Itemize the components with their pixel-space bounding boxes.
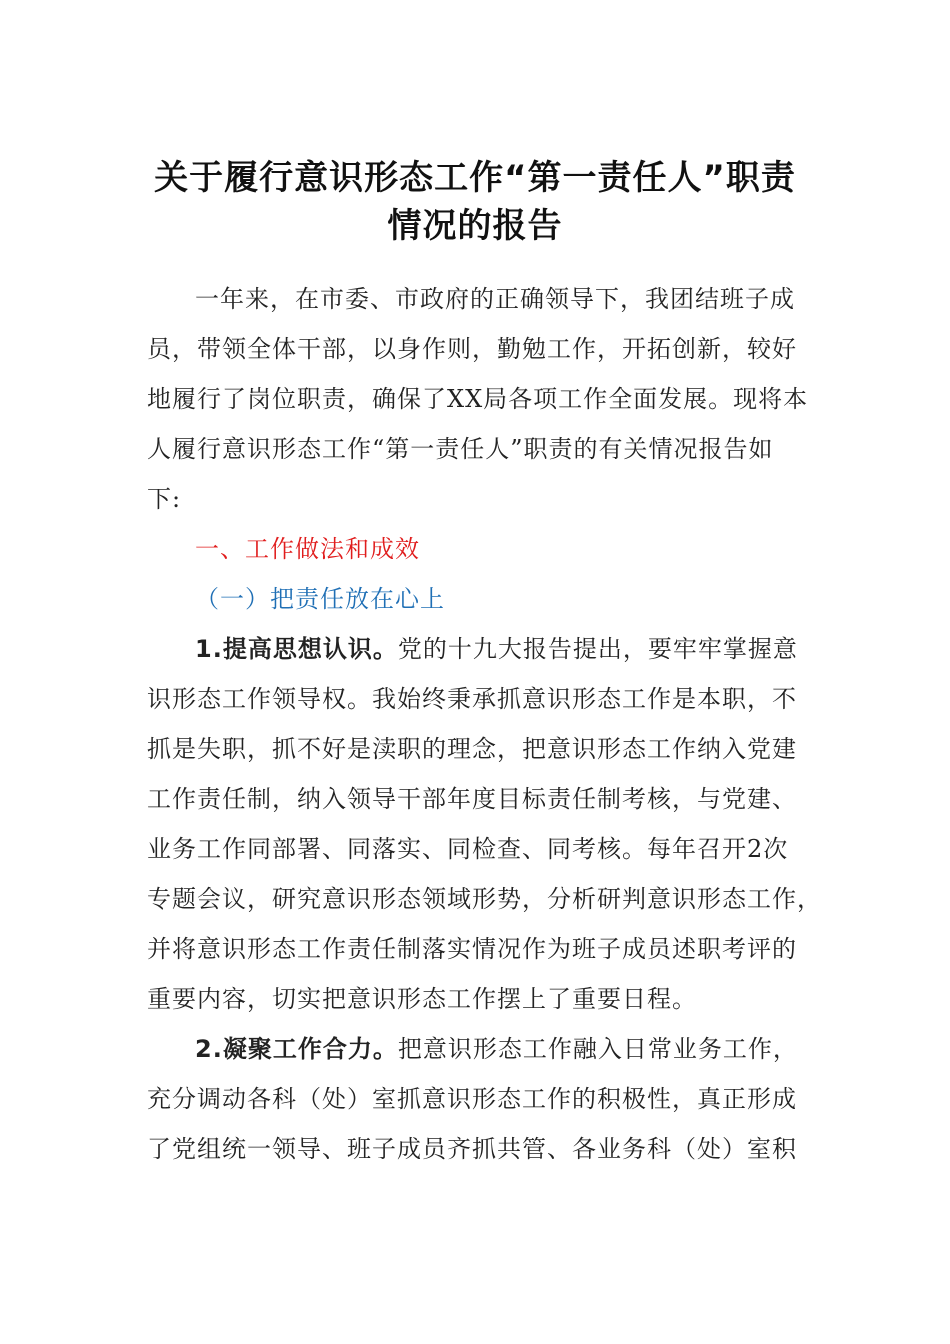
intro-line-1: 一年来，在市委、市政府的正确领导下，我团结班子成 xyxy=(195,285,795,313)
document-title-line-1: 关于履行意识形态工作“第一责任人”职责 xyxy=(154,158,796,198)
intro-line-4: 人履行意识形态工作“第一责任人”职责的有关情况报告如 xyxy=(147,435,774,463)
item-2-lead: 2.凝聚工作合力。 xyxy=(195,1035,398,1063)
item-1-line-3: 抓是失职，抓不好是渎职的理念，把意识形态工作纳入党建 xyxy=(147,735,797,763)
item-2-first-line-text: 把意识形态工作融入日常业务工作， xyxy=(397,1035,798,1063)
item-1-first-line xyxy=(195,634,798,664)
section-1-heading: 一、工作做法和成效 xyxy=(195,535,420,563)
item-1-lead: 1.提高思想认识。 xyxy=(195,635,398,663)
item-1-first-line-text: 党的十九大报告提出，要牢牢掌握意 xyxy=(397,635,798,663)
subsection-1-heading: （一）把责任放在心上 xyxy=(195,585,445,613)
item-2-first-line xyxy=(195,1034,798,1064)
item-1-line-7: 并将意识形态工作责任制落实情况作为班子成员述职考评的 xyxy=(147,935,797,963)
item-1-line-4: 工作责任制，纳入领导干部年度目标责任制考核，与党建、 xyxy=(147,785,797,813)
item-1-line-8: 重要内容，切实把意识形态工作摆上了重要日程。 xyxy=(147,985,697,1013)
item-2-line-2: 充分调动各科（处）室抓意识形态工作的积极性，真正形成 xyxy=(147,1085,797,1113)
item-1-line-5: 业务工作同部署、同落实、同检查、同考核。每年召开2次 xyxy=(147,835,789,863)
document-title-line-2: 情况的报告 xyxy=(387,206,563,246)
intro-line-3: 地履行了岗位职责，确保了XX局各项工作全面发展。现将本 xyxy=(147,385,809,413)
intro-line-2: 员，带领全体干部，以身作则，勤勉工作，开拓创新，较好 xyxy=(147,335,797,363)
item-1-line-6: 专题会议，研究意识形态领域形势，分析研判意识形态工作， xyxy=(147,885,822,913)
intro-line-5: 下: xyxy=(147,485,182,513)
item-1-line-2: 识形态工作领导权。我始终秉承抓意识形态工作是本职，不 xyxy=(147,685,797,713)
item-2-line-3: 了党组统一领导、班子成员齐抓共管、各业务科（处）室积 xyxy=(147,1135,797,1163)
